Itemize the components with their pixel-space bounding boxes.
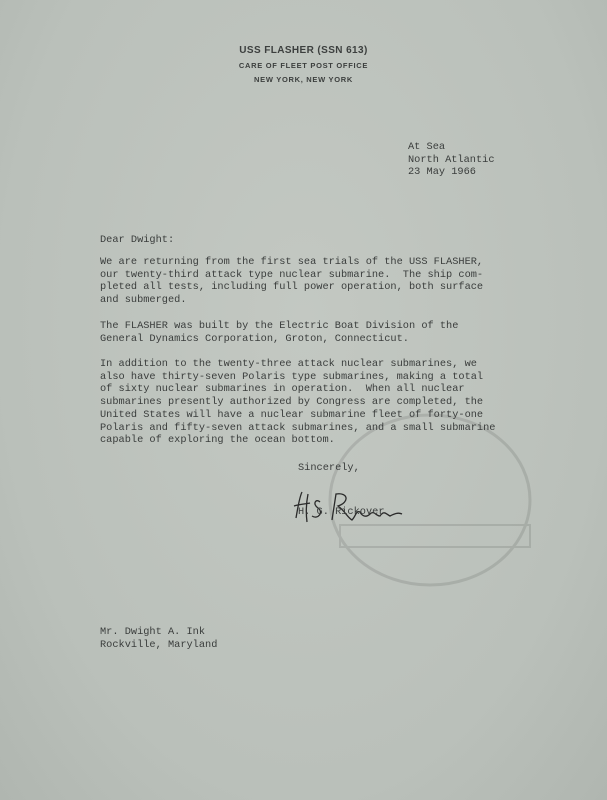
typed-signature: H. G. Rickover <box>298 506 385 518</box>
letterhead-ship: USS FLASHER (SSN 613) <box>239 45 368 56</box>
addressee-name: Mr. Dwight A. Ink <box>100 626 206 638</box>
letterhead-city: NEW YORK, NEW YORK <box>254 75 353 84</box>
text-line: We are returning from the first sea trials of the USS FLASHER, <box>100 256 484 268</box>
text-line: In addition to the twenty-three attack nuclear submarines, we <box>100 358 477 370</box>
text-line: submarines presently authorized by Congress are completed, the <box>100 396 484 409</box>
letterhead-care-of: CARE OF FLEET POST OFFICE <box>238 61 369 70</box>
text-line: and submerged. <box>100 294 187 307</box>
text-line: Polaris and fifty-seven attack submarines, and a small submarine <box>100 421 496 434</box>
dateline-date: 23 May 1966 <box>408 166 476 179</box>
paragraph-3 <box>100 358 495 447</box>
text-line: pleted all tests, including full power operation, both surface <box>100 281 484 294</box>
text-line: our twenty-third attack type nuclear submarine. The ship com- <box>100 268 484 281</box>
text-line: capable of exploring the ocean bottom. <box>100 434 335 447</box>
text-line: of sixty nuclear submarines in operation. When all nuclear <box>100 383 465 396</box>
text-line: United States will have a nuclear submarine fleet of forty-one <box>100 408 484 421</box>
dateline-region: North Atlantic <box>408 153 495 166</box>
dateline-place: At Sea <box>408 141 446 153</box>
addressee <box>100 626 217 651</box>
paragraph-2 <box>100 320 458 345</box>
dateline <box>408 141 495 179</box>
salutation: Dear Dwight: <box>100 234 175 246</box>
paragraph-1 <box>100 256 483 307</box>
text-line: The FLASHER was built by the Electric Boat Division of the <box>100 320 459 332</box>
addressee-location: Rockville, Maryland <box>100 638 218 651</box>
closing: Sincerely, <box>298 462 360 474</box>
text-line: also have thirty-seven Polaris type submarines, making a total <box>100 370 484 383</box>
text-line: General Dynamics Corporation, Groton, Connecticut. <box>100 332 409 345</box>
